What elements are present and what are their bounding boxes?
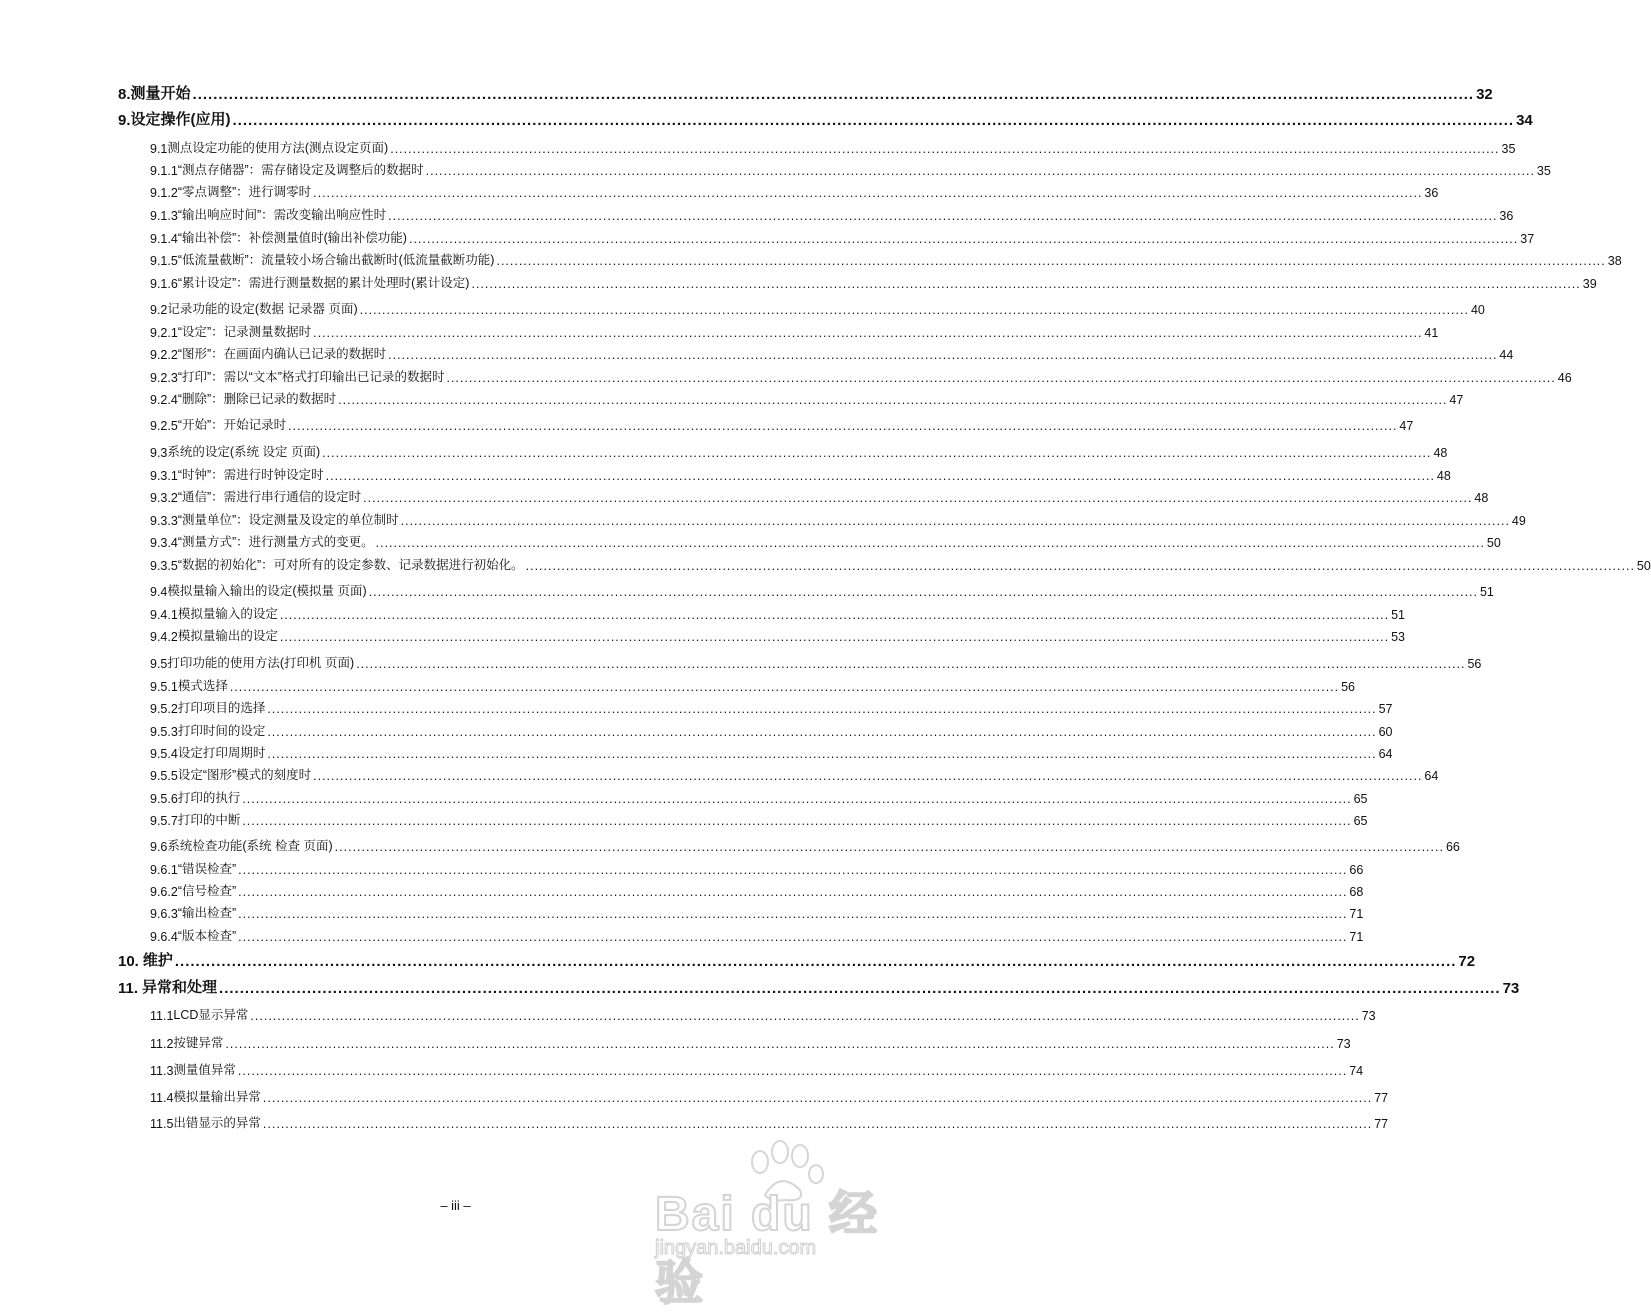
toc-entry[interactable] xyxy=(150,508,1526,528)
toc-entry-number: 9.1 xyxy=(150,142,168,156)
toc-leader-dots xyxy=(376,536,1485,550)
toc-entry-title: 打印的执行 xyxy=(177,791,241,805)
toc-entry-page: 68 xyxy=(1349,885,1364,899)
toc-entry[interactable] xyxy=(150,924,1364,944)
toc-entry-number: 9.4.2 xyxy=(150,630,178,644)
toc-entry[interactable] xyxy=(150,579,1494,599)
toc-leader-dots xyxy=(356,657,1465,671)
toc-entry-number: 9.5.3 xyxy=(150,725,178,739)
toc-entry-number: 9.6 xyxy=(150,840,168,854)
toc-leader-dots xyxy=(230,680,1339,694)
toc-leader-dots xyxy=(409,232,1518,246)
toc-entry-title: 打印的中断 xyxy=(177,813,241,827)
toc-entry-number: 9.3.1 xyxy=(150,469,178,483)
toc-entry[interactable] xyxy=(150,136,1516,156)
toc-entry-page: 65 xyxy=(1353,814,1368,828)
toc-entry[interactable] xyxy=(150,387,1464,407)
toc-leader-dots xyxy=(219,980,1501,997)
toc-entry[interactable] xyxy=(150,248,1622,268)
toc-entry-page: 64 xyxy=(1378,747,1393,761)
toc-entry[interactable] xyxy=(150,226,1535,246)
toc-entry-number: 9.2.2 xyxy=(150,348,178,362)
toc-entry-number: 11. xyxy=(118,980,139,997)
toc-entry-page: 40 xyxy=(1470,303,1485,317)
toc-leader-dots xyxy=(280,608,1389,622)
toc-entry-page: 74 xyxy=(1349,1064,1364,1078)
toc-entry-page: 51 xyxy=(1479,585,1494,599)
toc-entry-title: “信号检查” xyxy=(177,884,237,898)
toc-leader-dots xyxy=(313,186,1422,200)
toc-entry-page: 39 xyxy=(1582,277,1597,291)
toc-entry-title: “输出补偿”：补偿测量值时(输出补偿功能) xyxy=(177,231,407,245)
toc-entry[interactable] xyxy=(150,741,1393,761)
toc-entry-number: 9.3.4 xyxy=(150,536,178,550)
toc-entry-number: 9.5 xyxy=(150,657,168,671)
toc-leader-dots xyxy=(496,254,1605,268)
toc-entry-title: 设定“图形”模式的刻度时 xyxy=(177,768,312,782)
toc-entry-title: “图形”：在画面内确认已记录的数据时 xyxy=(177,347,387,361)
toc-entry-number: 9.1.5 xyxy=(150,254,178,268)
toc-entry-number: 9.2.4 xyxy=(150,393,178,407)
toc-entry-number: 9.3.2 xyxy=(150,491,178,505)
toc-entry[interactable] xyxy=(150,602,1406,622)
toc-entry-number: 9.5.5 xyxy=(150,769,178,783)
toc-entry-number: 9.5.1 xyxy=(150,680,178,694)
toc-entry-title: 打印项目的选择 xyxy=(177,701,266,715)
toc-entry-page: 47 xyxy=(1449,393,1464,407)
toc-entry-title: 异常和处理 xyxy=(142,979,218,996)
toc-entry-title: “错误检查” xyxy=(177,862,237,876)
toc-leader-dots xyxy=(242,814,1351,828)
toc-entry-number: 9.6.3 xyxy=(150,907,178,921)
toc-entry-number: 9.3.3 xyxy=(150,514,178,528)
toc-entry-title: 按键异常 xyxy=(173,1036,224,1050)
toc-entry[interactable] xyxy=(150,203,1514,223)
toc-entry-title: 测量开始 xyxy=(130,85,191,102)
toc-leader-dots xyxy=(390,142,1499,156)
toc-entry-number: 9.1.6 xyxy=(150,277,178,291)
toc-leader-dots xyxy=(267,747,1376,761)
toc-entry-title: “数据的初始化”：可对所有的设定参数、记录数据进行初始化。 xyxy=(177,558,524,572)
toc-entry[interactable] xyxy=(150,320,1439,340)
toc-entry-page: 64 xyxy=(1424,769,1439,783)
toc-entry-title: 测点设定功能的使用方法(测点设定页面) xyxy=(167,141,389,155)
toc-leader-dots xyxy=(263,1091,1372,1105)
toc-entry-title: “累计设定”：需进行测量数据的累计处理时(累计设定) xyxy=(177,276,470,290)
toc-leader-dots xyxy=(267,702,1376,716)
toc-entry-page: 73 xyxy=(1502,980,1520,997)
toc-entry-number: 9.5.7 xyxy=(150,814,178,828)
toc-leader-dots xyxy=(238,885,1347,899)
watermark-url: jingyan.baidu.com xyxy=(655,1237,817,1259)
toc-entry-title: 记录功能的设定(数据 记录器 页面) xyxy=(167,302,358,316)
toc-entry-page: 50 xyxy=(1486,536,1501,550)
toc-leader-dots xyxy=(193,86,1475,103)
toc-entry-page: 56 xyxy=(1467,657,1482,671)
toc-entry-title: 打印功能的使用方法(打印机 页面) xyxy=(167,656,355,670)
toc-entry-page: 38 xyxy=(1607,254,1622,268)
toc-leader-dots xyxy=(250,1009,1359,1023)
toc-leader-dots xyxy=(263,1117,1372,1131)
toc-leader-dots xyxy=(233,112,1515,129)
toc-entry-number: 9.6.2 xyxy=(150,885,178,899)
toc-entry-title: “输出检查” xyxy=(177,906,237,920)
toc-entry-title: 模拟量输出的设定 xyxy=(177,629,278,643)
toc-entry-page: 41 xyxy=(1424,326,1439,340)
toc-leader-dots xyxy=(338,393,1447,407)
toc-entry-number: 9.2.3 xyxy=(150,371,178,385)
toc-leader-dots xyxy=(238,1064,1347,1078)
toc-leader-dots xyxy=(369,585,1478,599)
toc-leader-dots xyxy=(242,792,1351,806)
toc-entry-title: “输出响应时间”：需改变输出响应性时 xyxy=(177,208,387,222)
toc-entry-page: 60 xyxy=(1378,725,1393,739)
toc-entry[interactable] xyxy=(150,271,1597,291)
toc-entry-number: 9.4 xyxy=(150,585,168,599)
toc-leader-dots xyxy=(388,348,1497,362)
toc-entry[interactable] xyxy=(150,342,1514,362)
toc-entry-page: 37 xyxy=(1520,232,1535,246)
toc-entry[interactable] xyxy=(150,440,1448,460)
toc-leader-dots xyxy=(322,446,1431,460)
toc-entry[interactable] xyxy=(150,834,1460,854)
toc-entry[interactable] xyxy=(150,365,1572,385)
toc-entry[interactable] xyxy=(150,530,1501,550)
toc-entry-number: 9.6.1 xyxy=(150,863,178,877)
toc-entry-number: 10. xyxy=(118,953,139,970)
toc-entry-page: 34 xyxy=(1516,112,1533,129)
toc-entry-page: 50 xyxy=(1636,559,1651,573)
toc-entry-title: 模拟量输入的设定 xyxy=(177,607,278,621)
toc-entry-page: 44 xyxy=(1499,348,1514,362)
toc-entry-page: 48 xyxy=(1474,491,1489,505)
toc-entry[interactable] xyxy=(150,879,1364,899)
toc-leader-dots xyxy=(401,514,1510,528)
toc-entry-page: 36 xyxy=(1424,186,1439,200)
toc-leader-dots xyxy=(267,725,1376,739)
toc-entry-title: 模拟量输入输出的设定(模拟量 页面) xyxy=(167,584,367,598)
toc-entry-number: 9.5.2 xyxy=(150,702,178,716)
toc-entry[interactable] xyxy=(150,1003,1376,1023)
toc-entry-number: 9.2.5 xyxy=(150,419,178,433)
toc-entry[interactable] xyxy=(118,83,1493,103)
toc-entry-title: “删除”：删除已记录的数据时 xyxy=(177,392,337,406)
toc-entry[interactable] xyxy=(150,624,1406,644)
toc-entry[interactable] xyxy=(150,1111,1389,1131)
toc-entry[interactable] xyxy=(150,651,1482,671)
toc-entry-title: “通信”：需进行串行通信的设定时 xyxy=(177,490,362,504)
toc-leader-dots xyxy=(288,419,1397,433)
toc-entry-page: 46 xyxy=(1557,371,1572,385)
toc-entry[interactable] xyxy=(150,808,1368,828)
toc-entry[interactable] xyxy=(150,1058,1364,1078)
toc-entry-page: 51 xyxy=(1391,608,1406,622)
toc-entry[interactable] xyxy=(150,297,1485,317)
toc-leader-dots xyxy=(363,491,1472,505)
toc-entry-title: LCD显示异常 xyxy=(173,1008,249,1022)
toc-entry-page: 77 xyxy=(1374,1091,1389,1105)
toc-entry-number: 9.1.3 xyxy=(150,209,178,223)
toc-leader-dots xyxy=(238,863,1347,877)
toc-entry-title: “时钟”：需进行时钟设定时 xyxy=(177,468,324,482)
toc-entry-number: 11.4 xyxy=(150,1091,174,1105)
toc-entry-title: 模式选择 xyxy=(177,679,228,693)
toc-leader-dots xyxy=(175,953,1457,970)
toc-leader-dots xyxy=(471,277,1580,291)
toc-entry-title: 打印时间的设定 xyxy=(177,724,266,738)
toc-entry-page: 47 xyxy=(1399,419,1414,433)
toc-leader-dots xyxy=(280,630,1389,644)
toc-entry-title: “开始”：开始记录时 xyxy=(177,418,287,432)
toc-entry-page: 73 xyxy=(1336,1037,1351,1051)
toc-entry[interactable] xyxy=(150,857,1364,877)
toc-entry-title: 设定操作(应用) xyxy=(130,111,231,128)
toc-entry-number: 9.1.1 xyxy=(150,164,178,178)
toc-entry[interactable] xyxy=(150,786,1368,806)
toc-entry-number: 9.3.5 xyxy=(150,559,178,573)
toc-entry-page: 71 xyxy=(1349,930,1364,944)
toc-leader-dots xyxy=(238,907,1347,921)
toc-entry-number: 9.4.1 xyxy=(150,608,178,622)
toc-entry[interactable] xyxy=(150,180,1439,200)
toc-entry-number: 8. xyxy=(118,86,131,103)
toc-entry-number: 9.3 xyxy=(150,446,168,460)
toc-entry-page: 57 xyxy=(1378,702,1393,716)
toc-entry-page: 35 xyxy=(1501,142,1516,156)
toc-leader-dots xyxy=(526,559,1635,573)
toc-entry-page: 53 xyxy=(1391,630,1406,644)
toc-entry-page: 49 xyxy=(1511,514,1526,528)
toc-entry-page: 66 xyxy=(1445,840,1460,854)
toc-entry-page: 36 xyxy=(1499,209,1514,223)
toc-entry-title: “版本检查” xyxy=(177,929,237,943)
toc-entry-title: “测量单位”：设定测量及设定的单位制时 xyxy=(177,513,399,527)
toc-entry[interactable] xyxy=(118,109,1533,129)
toc-entry[interactable] xyxy=(150,158,1551,178)
toc-entry-page: 77 xyxy=(1374,1117,1389,1131)
toc-entry[interactable] xyxy=(150,1031,1351,1051)
toc-entry[interactable] xyxy=(150,901,1364,921)
toc-entry-page: 56 xyxy=(1341,680,1356,694)
toc-leader-dots xyxy=(313,769,1422,783)
toc-entry-title: “设定”：记录测量数据时 xyxy=(177,325,312,339)
toc-entry-page: 65 xyxy=(1353,792,1368,806)
toc-entry-page: 73 xyxy=(1361,1009,1376,1023)
toc-leader-dots xyxy=(426,164,1535,178)
toc-entry-title: “打印”：需以“文本”格式打印输出已记录的数据时 xyxy=(177,370,445,384)
toc-leader-dots xyxy=(326,469,1435,483)
toc-entry-number: 11.1 xyxy=(150,1009,174,1023)
toc-entry[interactable] xyxy=(118,977,1520,997)
toc-entry-number: 9.1.2 xyxy=(150,186,178,200)
toc-entry-title: “测量方式”：进行测量方式的变更。 xyxy=(177,535,374,549)
toc-entry-number: 9.2.1 xyxy=(150,326,178,340)
toc-entry-title: 测量值异常 xyxy=(173,1063,236,1077)
toc-entry-title: 系统检查功能(系统 检查 页面) xyxy=(167,839,333,853)
toc-entry-page: 35 xyxy=(1536,164,1551,178)
watermark-logo: Bai du 经验 xyxy=(655,1188,880,1310)
toc-entry-title: “测点存储器”：需存储设定及调整后的数据时 xyxy=(177,163,424,177)
toc-entry[interactable] xyxy=(150,1085,1389,1105)
toc-entry-number: 11.5 xyxy=(150,1117,174,1131)
toc-entry[interactable] xyxy=(150,719,1393,739)
toc-entry[interactable] xyxy=(150,463,1451,483)
toc-entry-title: 维护 xyxy=(142,952,173,969)
toc-entry-title: 模拟量输出异常 xyxy=(173,1090,261,1104)
toc-leader-dots xyxy=(446,371,1555,385)
toc-entry[interactable] xyxy=(150,674,1356,694)
toc-entry-page: 48 xyxy=(1436,469,1451,483)
toc-leader-dots xyxy=(335,840,1444,854)
toc-entry-number: 9.5.4 xyxy=(150,747,178,761)
toc-entry-number: 9.1.4 xyxy=(150,232,178,246)
page-number: – iii – xyxy=(440,1198,471,1213)
toc-leader-dots xyxy=(225,1037,1334,1051)
baidu-watermark xyxy=(645,1140,911,1310)
toc-entry[interactable] xyxy=(150,763,1439,783)
toc-entry[interactable] xyxy=(150,485,1489,505)
toc-entry-number: 11.2 xyxy=(150,1037,174,1051)
toc-entry-number: 9.5.6 xyxy=(150,792,178,806)
toc-leader-dots xyxy=(313,326,1422,340)
toc-leader-dots xyxy=(238,930,1347,944)
toc-leader-dots xyxy=(388,209,1497,223)
toc-entry-page: 71 xyxy=(1349,907,1364,921)
toc-entry[interactable] xyxy=(150,696,1393,716)
toc-entry-number: 9.2 xyxy=(150,303,168,317)
toc-entry-page: 32 xyxy=(1476,86,1493,103)
toc-entry-title: 出错显示的异常 xyxy=(173,1116,261,1130)
toc-entry[interactable] xyxy=(150,553,1651,573)
toc-entry-number: 11.3 xyxy=(150,1064,174,1078)
toc-entry-title: 系统的设定(系统 设定 页面) xyxy=(167,445,321,459)
toc-entry[interactable] xyxy=(118,950,1476,970)
toc-entry-title: “低流量截断”：流量较小场合输出截断时(低流量截断功能) xyxy=(177,253,495,267)
toc-entry-page: 48 xyxy=(1433,446,1448,460)
toc-entry-title: “零点调整”：进行调零时 xyxy=(177,185,312,199)
toc-entry-number: 9.6.4 xyxy=(150,930,178,944)
toc-entry-number: 9. xyxy=(118,112,131,129)
toc-leader-dots xyxy=(360,303,1469,317)
toc-entry[interactable] xyxy=(150,413,1414,433)
toc-entry-page: 72 xyxy=(1458,953,1476,970)
toc-entry-page: 66 xyxy=(1349,863,1364,877)
toc-entry-title: 设定打印周期时 xyxy=(177,746,266,760)
